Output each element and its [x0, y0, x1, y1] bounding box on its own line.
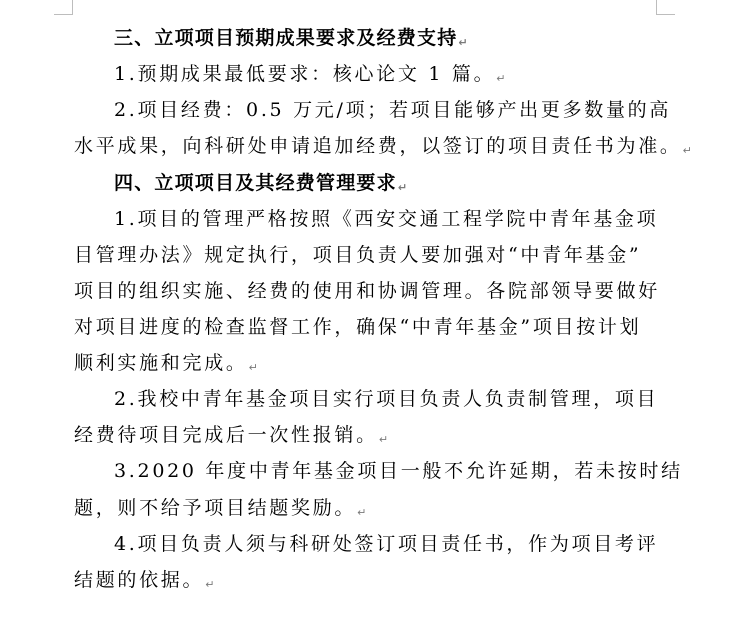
- line-text: 对项目进度的检查监督工作，确保“中青年基金”项目按计划: [74, 316, 642, 338]
- line-text: 题，则不给予项目结题奖励。: [74, 497, 357, 519]
- line-text: 目管理办法》规定执行，项目负责人要加强对“中青年基金”: [74, 244, 642, 266]
- paragraph-line: [114, 457, 683, 485]
- line-text: 1.预期成果最低要求：核心论文 1 篇。: [114, 63, 496, 85]
- line-text: 三、立项项目预期成果要求及经费支持: [114, 27, 458, 49]
- paragraph-line: [114, 60, 506, 93]
- paragraph-mark-icon: ↵: [682, 144, 692, 157]
- line-text: 3.2020 年度中青年基金项目一般不允许延期，若未按时结: [114, 460, 683, 482]
- paragraph-line: [74, 313, 641, 341]
- paragraph-mark-icon: ↵: [357, 506, 367, 519]
- line-text: 4.项目负责人须与科研处签订项目责任书，作为项目考评: [114, 533, 659, 555]
- paragraph-line: [74, 277, 660, 305]
- crop-mark-top-right: [656, 0, 675, 15]
- paragraph-line: [74, 494, 366, 527]
- paragraph-line: [74, 241, 641, 269]
- line-text: 四、立项项目及其经费管理要求: [114, 172, 397, 194]
- paragraph-line: [74, 349, 258, 382]
- paragraph-mark-icon: ↵: [397, 181, 408, 194]
- paragraph-mark-icon: ↵: [248, 361, 258, 374]
- paragraph-line: [114, 205, 658, 233]
- paragraph-mark-icon: ↵: [496, 72, 506, 85]
- line-text: 经费待项目完成后一次性报销。: [74, 424, 378, 446]
- paragraph-line: [114, 96, 671, 124]
- line-text: 1.项目的管理严格按照《西安交通工程学院中青年基金项: [114, 208, 659, 230]
- paragraph-mark-icon: ↵: [205, 578, 215, 591]
- line-text: 结题的依据。: [74, 569, 205, 591]
- paragraph-line: [74, 132, 692, 165]
- paragraph-line: [74, 421, 388, 454]
- crop-mark-top-left: [54, 0, 73, 15]
- paragraph-mark-icon: ↵: [458, 36, 468, 49]
- paragraph-mark-icon: ↵: [378, 433, 389, 446]
- line-text: 水平成果，向科研处申请追加经费，以签订的项目责任书为准。: [74, 135, 682, 157]
- line-text: 2.项目经费：0.5 万元/项；若项目能够产出更多数量的高: [114, 99, 672, 121]
- paragraph-line: [114, 530, 658, 558]
- line-text: 顺利实施和完成。: [74, 352, 248, 374]
- paragraph-line: [74, 566, 214, 599]
- line-text: 项目的组织实施、经费的使用和协调管理。各院部领导要做好: [74, 280, 660, 302]
- line-text: 2.我校中青年基金项目实行项目负责人负责制管理，项目: [114, 388, 659, 410]
- section-heading-four: [114, 169, 407, 202]
- section-heading-three: [114, 24, 468, 57]
- paragraph-line: [114, 385, 658, 413]
